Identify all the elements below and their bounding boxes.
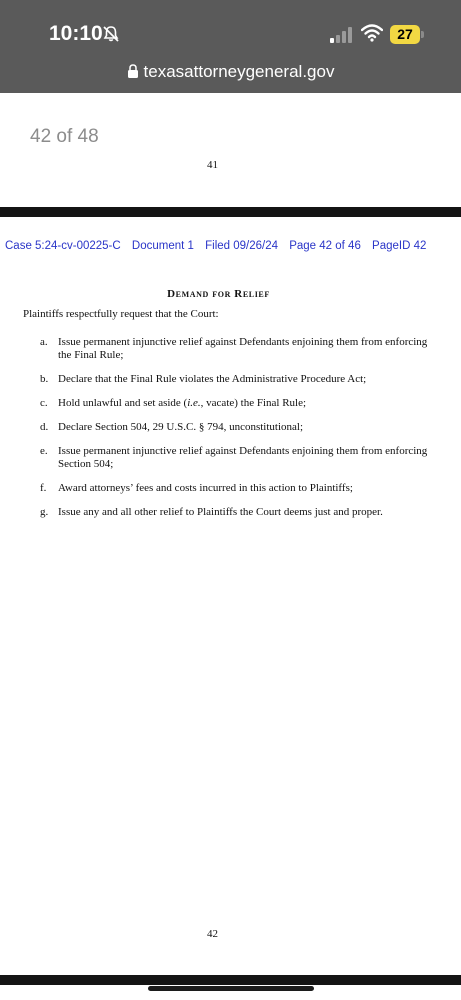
status-time: 10:10 xyxy=(49,22,103,45)
item-text: Declare that the Final Rule violates the Administrative Procedure Act; xyxy=(58,373,367,385)
item-text: Issue permanent injunctive relief against Defendants enjoining them from enforcing the Final Rule; xyxy=(58,336,428,361)
list-item xyxy=(40,482,440,495)
document-filing-header xyxy=(5,240,434,252)
item-text-after: , vacate) the Final Rule; xyxy=(200,397,307,409)
item-letter: c. xyxy=(40,397,48,409)
url-text: texasattorneygeneral.gov xyxy=(143,62,335,81)
list-item xyxy=(40,373,440,386)
item-letter: b. xyxy=(40,373,49,385)
item-text xyxy=(58,397,440,410)
item-letter: d. xyxy=(40,421,49,433)
home-indicator[interactable] xyxy=(148,986,314,991)
page-separator xyxy=(0,975,461,985)
list-item xyxy=(40,445,440,471)
case-number: Case 5:24-cv-00225-C xyxy=(5,240,121,252)
previous-page-number: 41 xyxy=(207,159,218,171)
item-text: Declare Section 504, 29 U.S.C. § 794, unconstitutional; xyxy=(58,421,304,433)
document-number: Document 1 xyxy=(131,240,194,252)
battery-nub xyxy=(421,31,424,38)
list-item xyxy=(40,397,440,410)
lock-icon xyxy=(127,64,139,78)
page-id: PageID 42 xyxy=(372,240,427,252)
item-text: Award attorneys’ fees and costs incurred in this action to Plaintiffs; xyxy=(58,482,353,494)
page-counter: 42 of 48 xyxy=(30,126,99,147)
relief-list xyxy=(40,336,440,530)
item-letter: e. xyxy=(40,445,48,457)
list-item xyxy=(40,506,440,519)
list-item xyxy=(40,336,440,362)
intro-paragraph: Plaintiffs respectfully request that the Court: xyxy=(23,308,219,320)
page-of-total: Page 42 of 46 xyxy=(289,240,361,252)
item-letter: a. xyxy=(40,336,48,348)
battery-icon: 27 xyxy=(390,25,420,44)
item-text-italic: i.e. xyxy=(187,397,201,409)
item-text-before: Hold unlawful and set aside ( xyxy=(58,397,188,409)
item-text: Issue any and all other relief to Plaintiffs the Court deems just and proper. xyxy=(58,506,383,518)
cellular-signal-icon xyxy=(330,27,354,43)
item-text: Issue permanent injunctive relief against Defendants enjoining them from enforcing Section 504; xyxy=(58,445,428,470)
page-separator xyxy=(0,207,461,217)
section-heading: Demand for Relief xyxy=(167,288,270,300)
item-letter: g. xyxy=(40,506,49,518)
filed-date: Filed 09/26/24 xyxy=(205,240,279,252)
wifi-icon xyxy=(361,24,383,42)
list-item xyxy=(40,421,440,434)
bell-slash-icon xyxy=(101,24,121,44)
page-number: 42 xyxy=(207,928,218,940)
browser-top-bar xyxy=(0,0,461,93)
address-bar[interactable] xyxy=(0,62,461,82)
item-letter: f. xyxy=(40,482,47,494)
